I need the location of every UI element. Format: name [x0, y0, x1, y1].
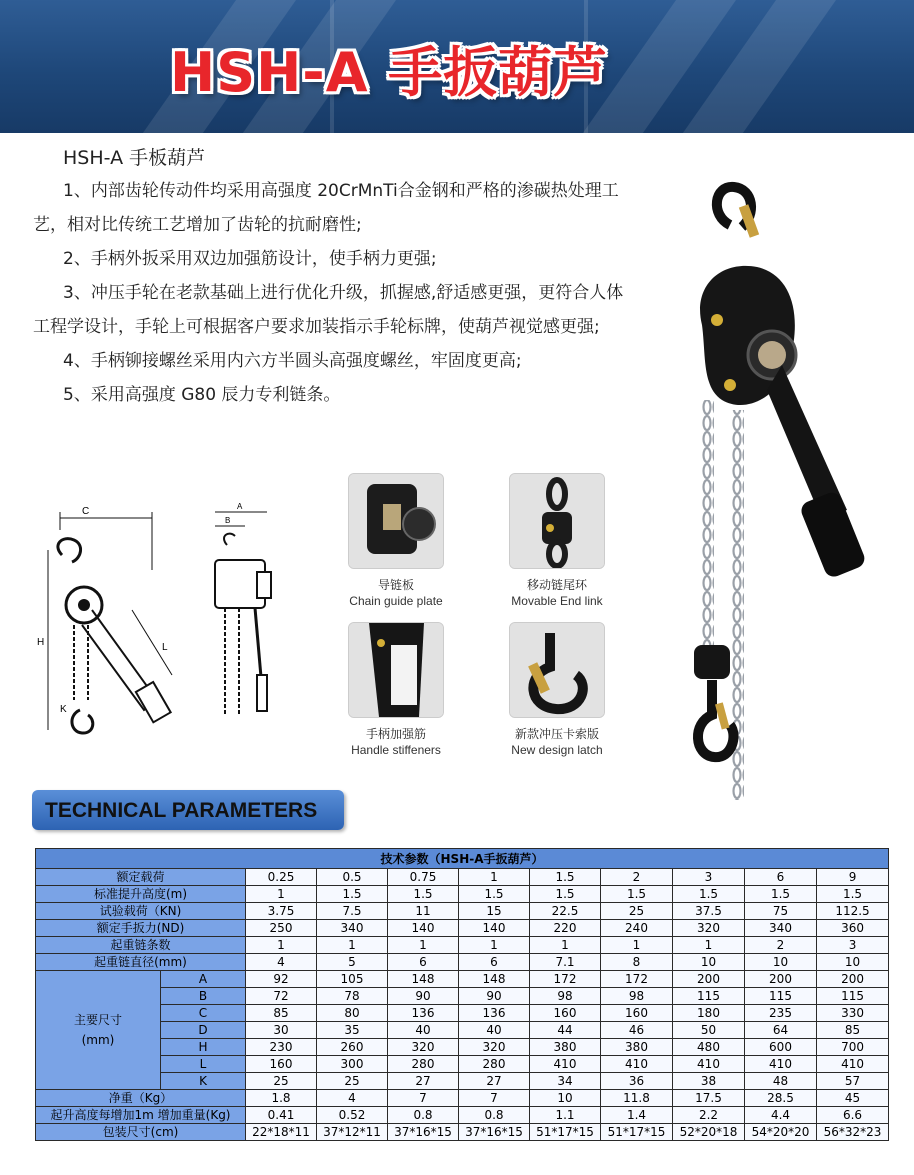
table-cell: 160	[601, 1005, 673, 1022]
table-cell: 7.1	[530, 954, 601, 971]
table-cell: 1.5	[317, 886, 388, 903]
table-cell: 6	[745, 869, 817, 886]
table-cell: 600	[745, 1039, 817, 1056]
table-cell: 15	[459, 903, 530, 920]
dimension-label: H	[161, 1039, 246, 1056]
table-cell: 4	[317, 1090, 388, 1107]
table-caption-row	[36, 849, 889, 869]
table-cell: 160	[530, 1005, 601, 1022]
intro-paragraph: 2、手柄外扳采用双边加强筋设计，使手柄力更强;	[63, 249, 437, 269]
table-cell: 50	[673, 1022, 745, 1039]
dimension-label: A	[161, 971, 246, 988]
table-cell: 56*32*23	[817, 1124, 889, 1141]
table-cell: 2.2	[673, 1107, 745, 1124]
table-cell: 230	[246, 1039, 317, 1056]
table-cell: 1.5	[673, 886, 745, 903]
dimension-label: K	[161, 1073, 246, 1090]
table-cell: 90	[388, 988, 459, 1005]
table-cell: 0.8	[459, 1107, 530, 1124]
technical-parameters-heading	[32, 790, 344, 830]
table-cell: 6	[388, 954, 459, 971]
row-label: 额定手扳力(ND)	[36, 920, 246, 937]
table-cell: 136	[388, 1005, 459, 1022]
table-cell: 25	[246, 1073, 317, 1090]
detail-cn-label: 手柄加强筋	[365, 727, 426, 741]
table-cell: 6	[459, 954, 530, 971]
table-cell: 80	[317, 1005, 388, 1022]
table-cell: 17.5	[673, 1090, 745, 1107]
table-cell: 115	[673, 988, 745, 1005]
table-cell: 8	[601, 954, 673, 971]
table-cell: 1	[673, 937, 745, 954]
dim-label-a: A	[237, 502, 243, 511]
table-cell: 4.4	[745, 1107, 817, 1124]
table-cell: 700	[817, 1039, 889, 1056]
table-cell: 25	[317, 1073, 388, 1090]
table-cell: 0.5	[317, 869, 388, 886]
row-label: 试验载荷（KN)	[36, 903, 246, 920]
table-cell: 37*16*15	[459, 1124, 530, 1141]
table-cell: 410	[817, 1056, 889, 1073]
table-cell: 140	[388, 920, 459, 937]
row-label: 起重链条数	[36, 937, 246, 954]
row-label: 额定载荷	[36, 869, 246, 886]
table-cell: 148	[388, 971, 459, 988]
table-cell: 1.5	[459, 886, 530, 903]
table-cell: 36	[601, 1073, 673, 1090]
table-cell: 90	[459, 988, 530, 1005]
table-cell: 5	[317, 954, 388, 971]
table-cell: 3	[817, 937, 889, 954]
table-cell: 38	[673, 1073, 745, 1090]
detail-new-design-latch	[497, 622, 617, 757]
table-cell: 320	[673, 920, 745, 937]
table-cell: 37*12*11	[317, 1124, 388, 1141]
chain-guide-plate-image	[348, 473, 444, 569]
detail-movable-end-link	[497, 473, 617, 608]
table-cell: 34	[530, 1073, 601, 1090]
table-cell: 98	[530, 988, 601, 1005]
banner-title: HSH-A 手扳葫芦	[170, 41, 609, 104]
table-cell: 0.52	[317, 1107, 388, 1124]
table-row	[36, 1022, 889, 1039]
table-cell: 2	[601, 869, 673, 886]
dim-label-h: H	[37, 637, 45, 648]
table-cell: 27	[388, 1073, 459, 1090]
table-cell: 200	[673, 971, 745, 988]
table-cell: 1.5	[817, 886, 889, 903]
table-cell: 172	[601, 971, 673, 988]
table-cell: 27	[459, 1073, 530, 1090]
table-cell: 380	[530, 1039, 601, 1056]
table-row	[36, 886, 889, 903]
table-cell: 28.5	[745, 1090, 817, 1107]
table-cell: 410	[745, 1056, 817, 1073]
table-caption: 技术参数（HSH-A手扳葫芦）	[36, 849, 889, 869]
table-cell: 148	[459, 971, 530, 988]
table-row	[36, 1090, 889, 1107]
table-cell: 105	[317, 971, 388, 988]
side-dimension-diagram	[205, 500, 285, 730]
dimension-label: C	[161, 1005, 246, 1022]
table-cell: 235	[745, 1005, 817, 1022]
table-cell: 6.6	[817, 1107, 889, 1124]
table-cell: 410	[601, 1056, 673, 1073]
table-cell: 46	[601, 1022, 673, 1039]
dimension-label: B	[161, 988, 246, 1005]
detail-en-label: Chain guide plate	[349, 594, 443, 608]
table-cell: 1.4	[601, 1107, 673, 1124]
table-cell: 22.5	[530, 903, 601, 920]
dimension-label: D	[161, 1022, 246, 1039]
table-cell: 1	[246, 886, 317, 903]
table-cell: 1.1	[530, 1107, 601, 1124]
header-banner	[0, 0, 914, 133]
row-label: 包装尺寸(cm)	[36, 1124, 246, 1141]
intro-paragraph: 1、内部齿轮传动件均采用高强度 20CrMnTi合金钢和严格的渗碳热处理工艺，相对比传统工艺增加了齿轮的抗耐磨性;	[33, 181, 619, 235]
table-cell: 9	[817, 869, 889, 886]
table-row	[36, 869, 889, 886]
table-cell: 75	[745, 903, 817, 920]
table-cell: 10	[745, 954, 817, 971]
table-cell: 1	[246, 937, 317, 954]
table-cell: 220	[530, 920, 601, 937]
table-cell: 51*17*15	[530, 1124, 601, 1141]
table-cell: 136	[459, 1005, 530, 1022]
table-cell: 260	[317, 1039, 388, 1056]
table-cell: 1	[317, 937, 388, 954]
technical-parameters-table	[35, 848, 889, 1141]
table-cell: 48	[745, 1073, 817, 1090]
table-row	[36, 954, 889, 971]
handle-stiffeners-image	[348, 622, 444, 718]
table-cell: 280	[388, 1056, 459, 1073]
table-row	[36, 971, 889, 988]
table-cell: 1	[388, 937, 459, 954]
row-label: 标准提升高度(m)	[36, 886, 246, 903]
movable-end-link-image	[509, 473, 605, 569]
table-cell: 140	[459, 920, 530, 937]
table-cell: 85	[246, 1005, 317, 1022]
intro-section	[33, 142, 633, 412]
table-row	[36, 937, 889, 954]
table-cell: 10	[673, 954, 745, 971]
table-cell: 340	[745, 920, 817, 937]
table-row	[36, 1005, 889, 1022]
section-title: TECHNICAL PARAMETERS	[45, 799, 318, 822]
lever-hoist-photo	[672, 175, 872, 805]
table-cell: 112.5	[817, 903, 889, 920]
table-cell: 1.5	[601, 886, 673, 903]
detail-cn-label: 移动链尾环	[526, 578, 587, 592]
table-cell: 72	[246, 988, 317, 1005]
detail-en-label: New design latch	[511, 743, 603, 757]
table-cell: 30	[246, 1022, 317, 1039]
table-cell: 92	[246, 971, 317, 988]
intro-paragraph: 3、冲压手轮在老款基础上进行优化升级，抓握感,舒适感更强，更符合人体工程学设计，手轮上可根据客户要求加装指示手轮标牌，使葫芦视觉感更强;	[33, 283, 624, 337]
dim-label-k: K	[60, 704, 67, 715]
table-cell: 85	[817, 1022, 889, 1039]
table-cell: 11	[388, 903, 459, 920]
table-row	[36, 1107, 889, 1124]
row-label: 净重（Kg）	[36, 1090, 246, 1107]
table-cell: 4	[246, 954, 317, 971]
table-cell: 200	[745, 971, 817, 988]
dim-label-c: C	[82, 506, 90, 517]
table-row	[36, 1039, 889, 1056]
row-label: 起重链直径(mm)	[36, 954, 246, 971]
table-cell: 0.75	[388, 869, 459, 886]
detail-en-label: Handle stiffeners	[351, 743, 441, 757]
table-cell: 1.8	[246, 1090, 317, 1107]
table-row	[36, 1056, 889, 1073]
table-cell: 7.5	[317, 903, 388, 920]
table-cell: 51*17*15	[601, 1124, 673, 1141]
table-cell: 1.5	[745, 886, 817, 903]
table-cell: 3	[673, 869, 745, 886]
table-cell: 40	[459, 1022, 530, 1039]
intro-paragraph: 4、手柄铆接螺丝采用内六方半圆头高强度螺丝，牢固度更高;	[63, 351, 522, 371]
intro-paragraph: 5、采用高强度 G80 辰力专利链条。	[63, 385, 341, 405]
front-dimension-diagram	[32, 500, 192, 750]
table-cell: 10	[817, 954, 889, 971]
table-cell: 180	[673, 1005, 745, 1022]
table-cell: 0.25	[246, 869, 317, 886]
row-label: 起升高度每增加1m 增加重量(Kg)	[36, 1107, 246, 1124]
dimension-group-label: 主要尺寸 (mm)	[36, 971, 161, 1090]
table-cell: 330	[817, 1005, 889, 1022]
table-cell: 35	[317, 1022, 388, 1039]
dim-label-l: L	[162, 642, 168, 653]
table-cell: 40	[388, 1022, 459, 1039]
table-cell: 52*20*18	[673, 1124, 745, 1141]
table-cell: 320	[459, 1039, 530, 1056]
detail-handle-stiffeners	[336, 622, 456, 757]
table-cell: 78	[317, 988, 388, 1005]
table-cell: 45	[817, 1090, 889, 1107]
intro-heading: HSH-A 手板葫芦	[63, 147, 206, 169]
table-cell: 22*18*11	[246, 1124, 317, 1141]
table-cell: 340	[317, 920, 388, 937]
table-cell: 320	[388, 1039, 459, 1056]
table-cell: 37.5	[673, 903, 745, 920]
table-cell: 57	[817, 1073, 889, 1090]
detail-cn-label: 导链板	[377, 578, 414, 592]
table-cell: 3.75	[246, 903, 317, 920]
table-cell: 480	[673, 1039, 745, 1056]
table-cell: 1	[601, 937, 673, 954]
table-cell: 1	[459, 937, 530, 954]
table-cell: 7	[388, 1090, 459, 1107]
table-cell: 10	[530, 1090, 601, 1107]
table-cell: 240	[601, 920, 673, 937]
table-cell: 115	[817, 988, 889, 1005]
table-cell: 250	[246, 920, 317, 937]
table-row	[36, 903, 889, 920]
table-cell: 380	[601, 1039, 673, 1056]
table-cell: 300	[317, 1056, 388, 1073]
table-row	[36, 1124, 889, 1141]
dimension-label: L	[161, 1056, 246, 1073]
table-cell: 280	[459, 1056, 530, 1073]
table-cell: 1	[530, 937, 601, 954]
table-cell: 37*16*15	[388, 1124, 459, 1141]
detail-en-label: Movable End link	[511, 594, 603, 608]
table-cell: 98	[601, 988, 673, 1005]
table-cell: 64	[745, 1022, 817, 1039]
table-cell: 7	[459, 1090, 530, 1107]
table-cell: 0.41	[246, 1107, 317, 1124]
table-cell: 1	[459, 869, 530, 886]
table-cell: 160	[246, 1056, 317, 1073]
table-cell: 410	[673, 1056, 745, 1073]
detail-chain-guide-plate	[336, 473, 456, 608]
table-cell: 25	[601, 903, 673, 920]
table-cell: 1.5	[530, 886, 601, 903]
table-cell: 115	[745, 988, 817, 1005]
dim-label-b: B	[225, 516, 231, 525]
table-cell: 1.5	[388, 886, 459, 903]
table-row	[36, 988, 889, 1005]
table-cell: 11.8	[601, 1090, 673, 1107]
table-cell: 1.5	[530, 869, 601, 886]
table-cell: 44	[530, 1022, 601, 1039]
table-cell: 360	[817, 920, 889, 937]
table-row	[36, 1073, 889, 1090]
detail-cn-label: 新款冲压卡索版	[514, 727, 599, 741]
table-row	[36, 920, 889, 937]
table-cell: 54*20*20	[745, 1124, 817, 1141]
table-cell: 410	[530, 1056, 601, 1073]
table-cell: 200	[817, 971, 889, 988]
new-design-latch-image	[509, 622, 605, 718]
table-cell: 0.8	[388, 1107, 459, 1124]
table-cell: 172	[530, 971, 601, 988]
table-cell: 2	[745, 937, 817, 954]
